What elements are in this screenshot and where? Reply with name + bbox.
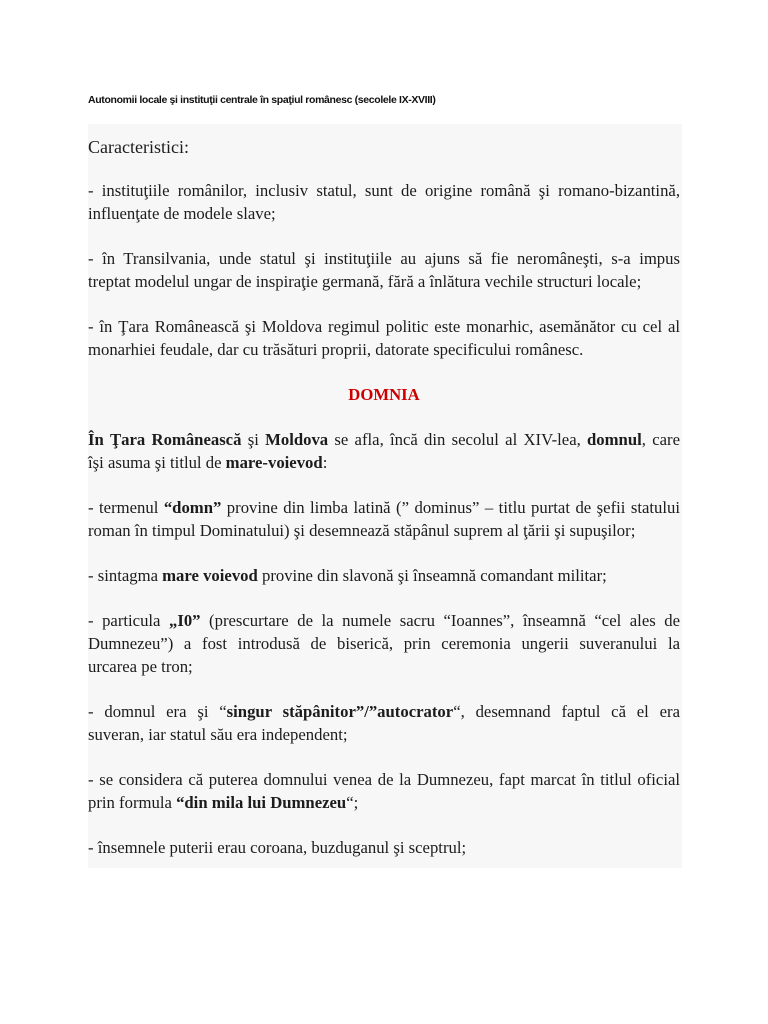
- document-body: [88, 136, 680, 881]
- text-segment: - se considera că puterea domnului venea de la Dumnezeu, fapt marcat în titlul oficial: [88, 769, 680, 789]
- text-line: [88, 836, 680, 859]
- domnia-paragraph: [88, 609, 680, 678]
- text-segment: suveran, iar statul său era independent;: [88, 724, 348, 744]
- text-line: [88, 700, 680, 723]
- text-line: [88, 632, 680, 655]
- text-line: [88, 519, 680, 542]
- text-line: monarhiei feudale, dar cu trăsături proprii, datorate specificului românesc.: [88, 339, 584, 359]
- text-segment: (prescurtare de la numele sacru “Ioannes”, înseamnă “cel ales de: [200, 610, 680, 630]
- text-segment: - termenul: [88, 497, 164, 517]
- text-segment: Dumnezeu”) a fost introdusă de biserică, prin ceremonia ungerii suveranului la: [88, 633, 680, 653]
- document-title: Autonomii locale şi instituţii centrale în spaţiul românesc (secolele IX-XVIII): [88, 94, 436, 106]
- text-segment: , care: [641, 429, 680, 449]
- text-segment: “, desemnand faptul că el era: [453, 701, 680, 721]
- text-line: - instituţiile românilor, inclusiv statul, sunt de origine română şi romano-bizantină,: [88, 180, 680, 200]
- text-line: [88, 768, 680, 791]
- text-segment: roman în timpul Dominatului) şi desemnează stăpânul suprem al ţării şi supuşilor;: [88, 520, 636, 540]
- text-segment: - particula: [88, 610, 169, 630]
- text-line: [88, 496, 680, 519]
- domnia-paragraph: [88, 564, 680, 587]
- section-heading-domnia: DOMNIA: [348, 384, 420, 404]
- text-line: [88, 428, 680, 451]
- text-segment: se afla, încă din secolul al XIV-lea,: [328, 429, 588, 449]
- text-line: [88, 451, 680, 474]
- text-segment: - sintagma: [88, 565, 163, 585]
- bold-term: “din mila lui Dumnezeu: [176, 792, 347, 812]
- text-line: [88, 609, 680, 632]
- text-segment: urcarea pe tron;: [88, 656, 193, 676]
- text-segment: provine din slavonă şi înseamnă comandant militar;: [257, 565, 607, 585]
- domnia-paragraph: [88, 428, 680, 474]
- domnia-paragraph: [88, 768, 680, 814]
- bold-term: În Ţara Românească: [88, 429, 242, 449]
- text-line: influenţate de modele slave;: [88, 203, 276, 223]
- text-line: [88, 723, 680, 746]
- text-line: - în Ţara Românească şi Moldova regimul politic este monarhic, asemănător cu cel al: [88, 316, 680, 336]
- bold-term: „I0”: [168, 610, 201, 630]
- text-segment: - domnul era şi “: [88, 701, 227, 721]
- text-line: treptat modelul ungar de inspiraţie germană, fără a înlătura vechile structuri locale;: [88, 271, 642, 291]
- text-line: [88, 564, 680, 587]
- domnia-paragraph: [88, 700, 680, 746]
- text-line: [88, 791, 680, 814]
- text-segment: şi: [241, 429, 266, 449]
- text-segment: “;: [346, 792, 359, 812]
- text-segment: provine din limba latină (” dominus” – titlu purtat de şefii statului: [221, 497, 681, 517]
- bold-term: “domn”: [163, 497, 222, 517]
- characteristic-item: [88, 315, 680, 361]
- bold-term: Moldova: [265, 429, 329, 449]
- text-line: [88, 655, 680, 678]
- bold-term: singur stăpânitor”/”autocrator: [226, 701, 454, 721]
- characteristic-item: [88, 247, 680, 293]
- text-line: - în Transilvania, unde statul şi instituţiile au ajuns să fie neromâneşti, s-a impus: [88, 248, 680, 268]
- text-segment: îşi asuma şi titlul de: [88, 452, 226, 472]
- section-heading-caracteristici: Caracteristici:: [88, 136, 189, 157]
- text-segment: - însemnele puterii erau coroana, buzduganul şi sceptrul;: [88, 837, 467, 857]
- bold-term: mare voievod: [162, 565, 258, 585]
- text-segment: prin formula: [88, 792, 177, 812]
- bold-term: domnul: [587, 429, 642, 449]
- characteristic-item: [88, 179, 680, 225]
- domnia-paragraph: [88, 836, 680, 859]
- bold-term: mare-voievod: [225, 452, 323, 472]
- text-segment: :: [322, 452, 328, 472]
- domnia-paragraph: [88, 496, 680, 542]
